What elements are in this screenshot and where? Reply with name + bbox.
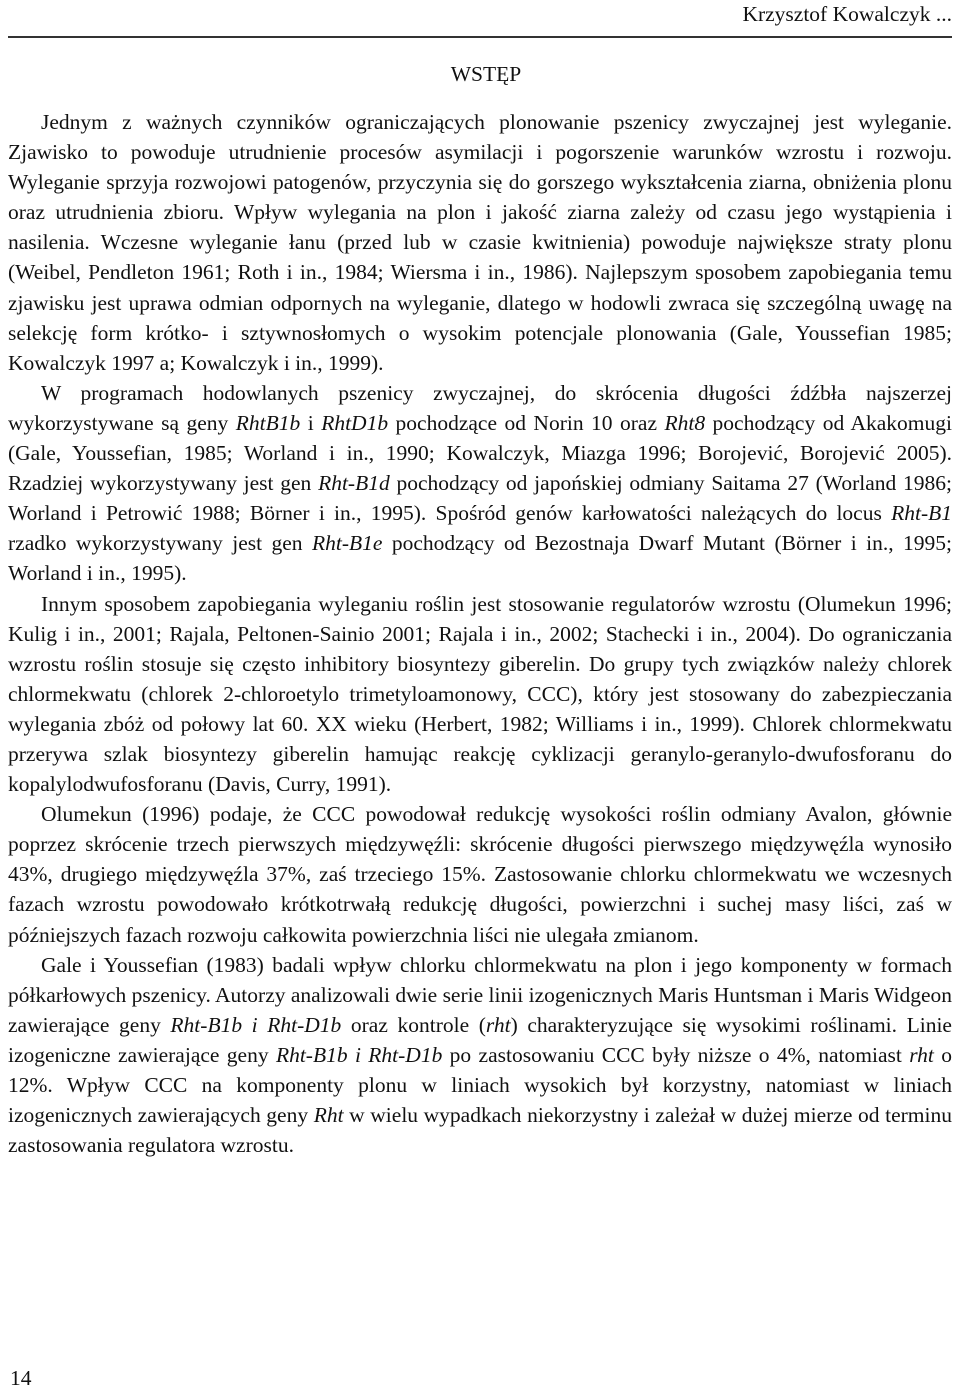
italic-term: RhtB1b: [235, 410, 301, 435]
paragraph: [8, 378, 952, 589]
page-number: 14: [10, 1366, 32, 1390]
running-header: Krzysztof Kowalczyk ...: [742, 2, 952, 26]
text-run: oraz kontrole (: [341, 1012, 486, 1037]
text-run: pochodzący od Akakomugi (Gale, Youssefian, 1985; Worland i in., 1990; Kowalczyk, Miazga 1996; Borojević, Borojević 2005). Rzadziej wykorzystywany jest gen: [8, 410, 952, 496]
text-run: ) charakteryzujące się wysokimi roślinami. Linie izogeniczne zawierające geny: [8, 1012, 952, 1067]
italic-term: RhtD1b: [321, 410, 389, 435]
italic-term: rht: [485, 1012, 511, 1037]
text-run: Olumekun (1996) podaje, że CCC powodował redukcję wysokości roślin odmiany Avalon, głównie poprzez skrócenie trzech pierwszych międzywęźli: skrócenie długości pierwszego międzywęźla wynosiło 43%, drugiego międzywęźla 37%, zaś trzeciego 15%. Zastosowanie chlorku chlormekwatu we wczesnych fazach wzrostu powodowało krótkotrwałą redukcję długości, powierzchni i suchej masy liści, zaś w późniejszych fazach rozwoju całkowita powierzchnia liści nie ulegała zmianom.: [8, 802, 952, 947]
text-run: rzadko wykorzystywany jest gen: [8, 531, 312, 556]
text-run: po zastosowaniu CCC były niższe o 4%, natomiast: [442, 1042, 910, 1067]
text-run: pochodzące od Norin 10 oraz: [388, 410, 665, 435]
text-run: Gale i Youssefian (1983) badali wpływ chlorku chlormekwatu na plon i jego komponenty w formach półkarłowych pszenicy. Autorzy analizowali dwie serie linii izogenicznych Maris Huntsman i Maris Widgeon zawierające geny: [8, 952, 952, 1037]
body-text: [8, 107, 952, 1160]
header-rule: [8, 36, 952, 38]
text-run: pochodzący od Bezostnaja Dwarf Mutant (Börner i in., 1995; Worland i in., 1995).: [8, 531, 952, 586]
italic-term: rht: [909, 1042, 934, 1067]
paragraph: [8, 589, 952, 800]
paragraph: [8, 950, 952, 1161]
paragraph: [8, 107, 952, 378]
italic-term: Rht8: [664, 410, 706, 435]
text-run: o 12%. Wpływ CCC na komponenty plonu w liniach wysokich był korzystny, natomiast w liniach izogenicznych zawierających geny: [8, 1042, 952, 1128]
text-run: W programach hodowlanych pszenicy zwyczajnej, do skrócenia długości źdźbła najszerzej wykorzystywane są geny: [8, 380, 952, 435]
section-title: WSTĘP: [450, 62, 522, 86]
text-run: w wielu wypadkach niekorzystny i zależał w dużej mierze od terminu zastosowania regulatora wzrostu.: [8, 1103, 952, 1158]
italic-term: Rht-B1b i Rht-D1b: [275, 1042, 443, 1067]
text-run: Innym sposobem zapobiegania wyleganiu roślin jest stosowanie regulatorów wzrostu (Olumekun 1996; Kulig i in., 2001; Rajala, Peltonen-Sainio 2001; Rajala i in., 2002; Stachecki i in., 2004). Do ograniczania wzrostu roślin stosuje się często inhibitory biosyntezy giberelin. Do grupy tych związków należy chlorek chlormekwatu (chlorek 2-chloroetylo trimetyloamonowy, CCC), który jest stosowany do zabezpieczania wylegania zbóż od połowy lat 60. XX wieku (Herbert, 1982; Williams i in., 1999). Chlorek chlormekwatu przerywa szlak biosyntezy giberelin hamując reakcję cyklizacji geranylo-geranylo-dwufosforanu do kopalylodwufosforanu (Davis, Curry, 1991).: [8, 591, 952, 797]
italic-term: Rht-B1d: [318, 471, 390, 496]
italic-term: Rht-B1e: [311, 531, 383, 556]
text-run: Jednym z ważnych czynników ograniczających plonowanie pszenicy zwyczajnej jest wyleganie. Zjawisko to powoduje utrudnienie procesów asymilacji i pogorszenie warunków wzrostu i rozwoju. Wyleganie sprzyja rozwojowi patogenów, przyczynia się do gorszego wykształcenia ziarna, obniżenia plonu oraz utrudnienia zbioru. Wpływ wylegania na plon i jakość ziarna zależy od czasu jego wystąpienia i nasilenia. Wczesne wyleganie łanu (przed lub w czasie kwitnienia) powoduje największe straty plonu (Weibel, Pendleton 1961; Roth i in., 1984; Wiersma i in., 1986). Najlepszym sposobem zapobiegania temu zjawisku jest uprawa odmian odpornych na wyleganie, dlatego w hodowli zwraca się szczególną uwagę na selekcję form krótko- i sztywnosłomych o wysokim potencjale plonowania (Gale, Youssefian 1985; Kowalczyk 1997 a; Kowalczyk i in., 1999).: [8, 110, 952, 375]
paragraph: [8, 799, 952, 949]
text-run: i: [300, 410, 322, 435]
italic-term: Rht: [313, 1103, 344, 1128]
italic-term: Rht-B1: [891, 501, 952, 526]
italic-term: Rht-B1b i Rht-D1b: [170, 1012, 342, 1037]
text-run: pochodzący od japońskiej odmiany Saitama 27 (Worland 1986; Worland i Petrowić 1988; Börner i in., 1995). Spośród genów karłowatości należących do locus: [8, 471, 953, 526]
